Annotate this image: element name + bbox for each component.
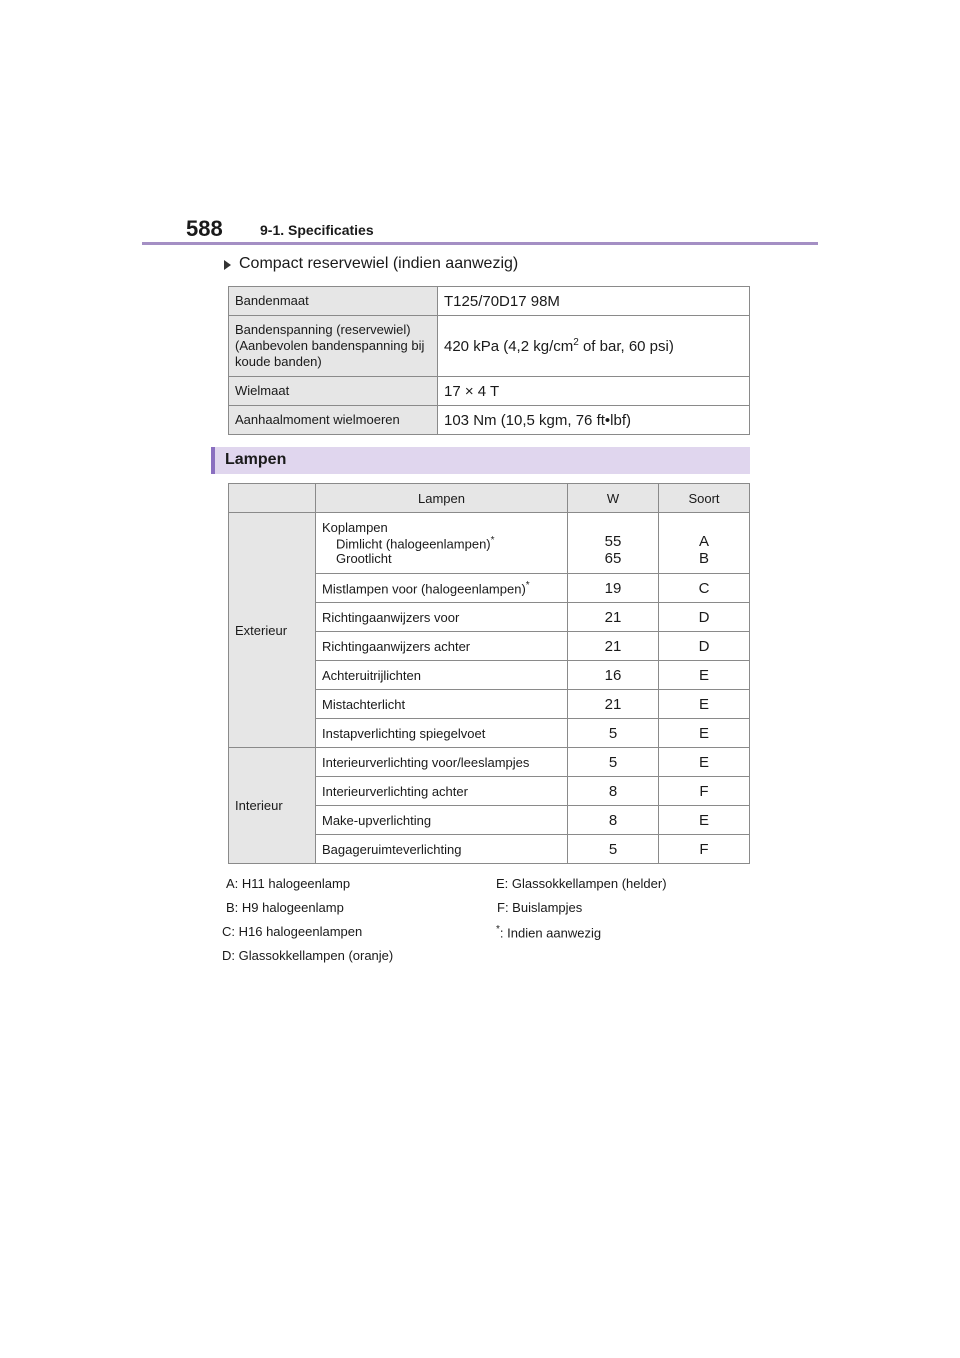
type-value: F (659, 835, 750, 864)
type-value: E (659, 719, 750, 748)
table-row (229, 316, 750, 377)
wattage-value: 5 (568, 835, 659, 864)
type-value: C (659, 574, 750, 603)
spec-label: Bandenmaat (229, 287, 438, 316)
column-header-soort: Soort (659, 484, 750, 513)
page-number: 588 (186, 216, 223, 241)
type-value: E (659, 661, 750, 690)
table-row (229, 748, 750, 777)
bulb-name: Mistachterlicht (316, 690, 568, 719)
legend-b: B: H9 halogeenlamp (226, 900, 344, 915)
dimlicht-text: Dimlicht (halogeenlampen) (336, 536, 491, 552)
wattage-value: 16 (568, 661, 659, 690)
spare-wheel-table (228, 286, 750, 435)
empty-header-cell (229, 484, 316, 513)
bulb-name: Instapverlichting spiegelvoet (316, 719, 568, 748)
wattage-value: 21 (568, 632, 659, 661)
bulb-name: Richtingaanwijzers voor (316, 603, 568, 632)
table-row (229, 406, 750, 435)
lampen-section-heading (211, 447, 750, 474)
type-value: E (659, 690, 750, 719)
legend-c: C: H16 halogeenlampen (222, 924, 363, 939)
table-row (229, 377, 750, 406)
legend-a: A: H11 halogeenlamp (226, 876, 351, 891)
legend-e: E: Glassokkellampen (helder) (496, 876, 667, 891)
spare-wheel-heading-text: Compact reservewiel (indien aanwezig) (239, 255, 519, 272)
legend-f: F: Buislampjes (497, 900, 583, 915)
spec-value: 17 × 4 T (438, 377, 750, 406)
table-row (229, 287, 750, 316)
dimlicht-label (322, 535, 561, 551)
triangle-bullet-icon (224, 260, 231, 270)
spec-value (438, 316, 750, 377)
grootlicht-label: Grootlicht (336, 551, 392, 567)
type-value: F (659, 777, 750, 806)
table-header-row (229, 484, 750, 513)
asterisk-mark: * (490, 534, 495, 546)
type-value: D (659, 632, 750, 661)
bulb-name: Bagageruimteverlichting (316, 835, 568, 864)
spec-label: Aanhaalmoment wielmoeren (229, 406, 438, 435)
spec-label: Wielmaat (229, 377, 438, 406)
bulb-name: Achteruitrijlichten (316, 661, 568, 690)
bulb-name (316, 574, 568, 603)
header-divider (142, 242, 818, 245)
column-header-lampen: Lampen (316, 484, 568, 513)
type-value: E (659, 806, 750, 835)
bulb-table (228, 483, 750, 864)
spare-wheel-heading (224, 255, 518, 273)
wattage-value: 21 (568, 690, 659, 719)
wattage-value: 5 (568, 748, 659, 777)
bulb-name: Interieurverlichting achter (316, 777, 568, 806)
wattage-value: 5 (568, 719, 659, 748)
pressure-superscript: 2 (573, 337, 579, 348)
koplampen-title: Koplampen (322, 519, 388, 535)
asterisk-mark: * (525, 579, 530, 591)
group-label-exterieur: Exterieur (229, 513, 316, 748)
wattage-value: 65 (604, 550, 622, 567)
group-label-interieur: Interieur (229, 748, 316, 864)
wattage-cell (568, 513, 659, 574)
type-cell (659, 513, 750, 574)
spec-value: 103 Nm (10,5 kgm, 76 ft•lbf) (438, 406, 750, 435)
spec-value: T125/70D17 98M (438, 287, 750, 316)
legend-star-note (496, 924, 601, 940)
table-row (229, 513, 750, 574)
pressure-value-prefix: 420 kPa (4,2 kg/cm (444, 338, 574, 355)
type-value: A (698, 533, 709, 550)
bulb-name: Richtingaanwijzers achter (316, 632, 568, 661)
wattage-value: 8 (568, 777, 659, 806)
bulb-name-text: Mistlampen voor (halogeenlampen) (322, 581, 526, 597)
wattage-value: 19 (568, 574, 659, 603)
type-value: B (698, 550, 709, 567)
bulb-name: Make-upverlichting (316, 806, 568, 835)
section-title: 9-1. Specificaties (260, 222, 374, 238)
wattage-value: 21 (568, 603, 659, 632)
column-header-w: W (568, 484, 659, 513)
wattage-value: 55 (604, 533, 622, 550)
type-value: D (659, 603, 750, 632)
asterisk-mark: * (496, 924, 500, 935)
legend-star-text: : Indien aanwezig (499, 925, 602, 941)
lampen-heading-text: Lampen (225, 451, 287, 468)
legend-d: D: Glassokkellampen (oranje) (222, 948, 394, 963)
wattage-value: 8 (568, 806, 659, 835)
spec-label: Bandenspanning (reservewiel) (Aanbevolen bandenspanning bij koude banden) (229, 316, 438, 377)
pressure-value-suffix: of bar, 60 psi) (578, 338, 674, 355)
type-value: E (659, 748, 750, 777)
bulb-name: Interieurverlichting voor/leeslampjes (316, 748, 568, 777)
koplampen-cell (316, 513, 568, 574)
